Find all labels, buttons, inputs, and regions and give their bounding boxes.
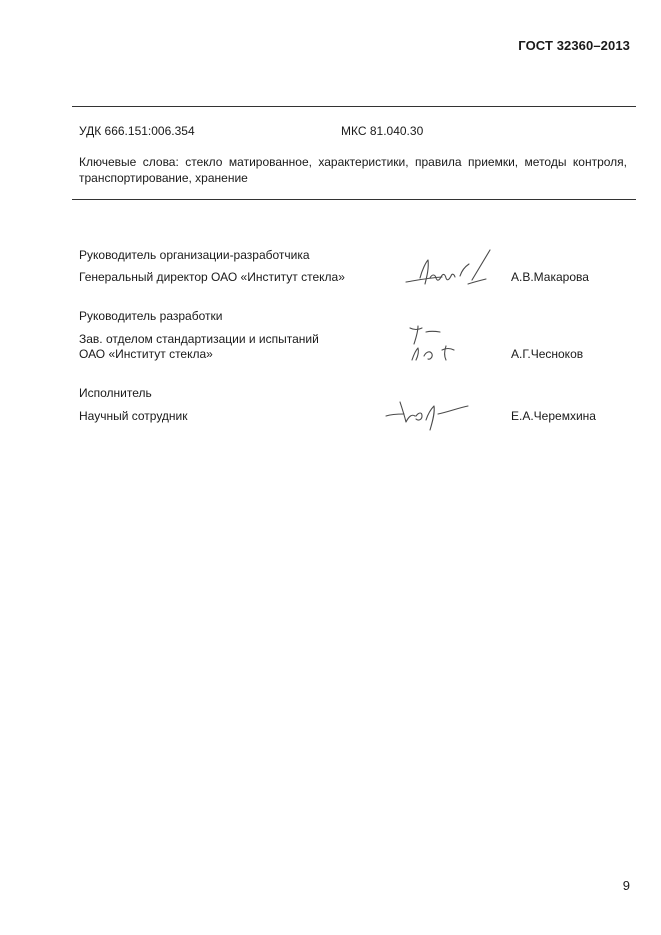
signatory-position-line2: ОАО «Институт стекла» xyxy=(79,347,213,361)
bottom-divider xyxy=(72,199,636,200)
udk-code: УДК 666.151:006.354 xyxy=(79,124,195,138)
signatory-name: Е.А.Черемхина xyxy=(511,409,596,423)
signatory-role-title: Руководитель разработки xyxy=(79,309,223,323)
signature-chesnokov xyxy=(402,320,472,368)
signatory-name: А.Г.Чесноков xyxy=(511,347,584,361)
signature-makarova xyxy=(398,248,498,294)
signatory-position-line1: Зав. отделом стандартизации и испытаний xyxy=(79,332,319,346)
top-divider xyxy=(72,106,636,107)
signatory-name: А.В.Макарова xyxy=(511,270,589,284)
signature-cheremkhina xyxy=(382,394,478,442)
signatory-role-title: Руководитель организации-разработчика xyxy=(79,248,310,262)
keywords-text: Ключевые слова: стекло матированное, характеристики, правила приемки, методы контроля, транспортирование, хранение xyxy=(79,155,627,185)
page-number: 9 xyxy=(622,878,630,893)
standard-code: ГОСТ 32360–2013 xyxy=(518,38,630,53)
signatory-position: Научный сотрудник xyxy=(79,409,188,423)
mks-code: МКС 81.040.30 xyxy=(341,124,424,138)
signatory-position: Генеральный директор ОАО «Институт стекла» xyxy=(79,270,345,284)
signatory-role-title: Исполнитель xyxy=(79,386,152,400)
